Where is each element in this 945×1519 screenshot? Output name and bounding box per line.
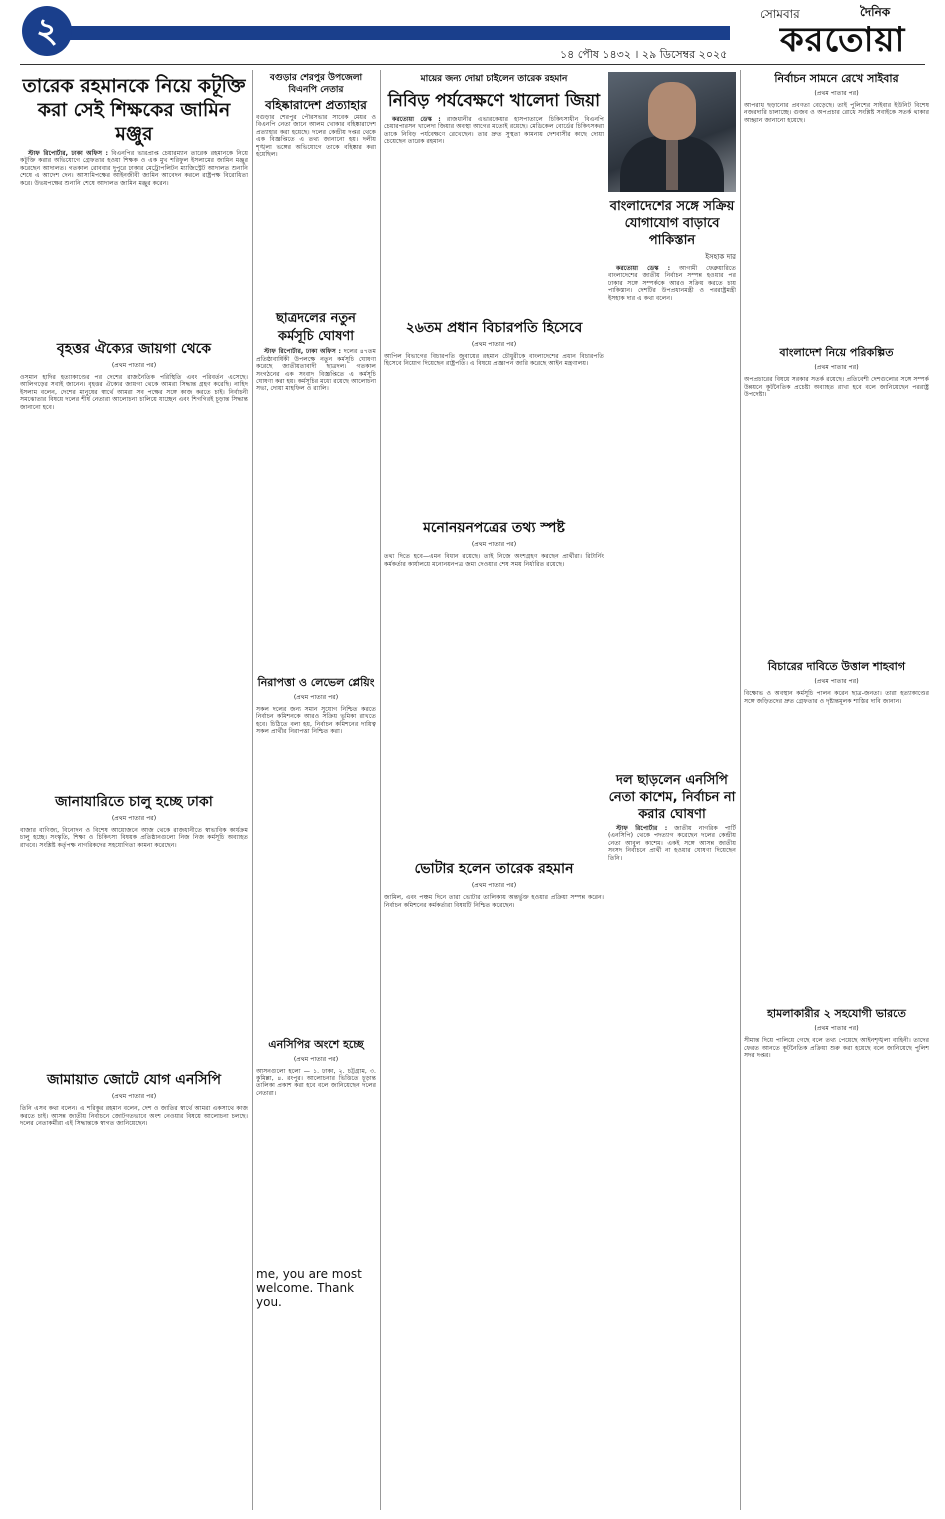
headline-pakistan: বাংলাদেশের সঙ্গে সক্রিয় যোগাযোগ বাড়াবে পাকিস্তান xyxy=(609,199,735,248)
story-justice: বিক্ষোভ ও অবস্থান কর্মসূচি পালন করেন ছাত্র-জনতা। তারা হত্যাকাণ্ডের সঙ্গে জড়িতদের দ্রুত গ্রেফতার ও দৃষ্টান্তমূলক শাস্তির দাবি জানান। xyxy=(744,690,929,705)
continuation: (প্রথম পাতার পর) xyxy=(814,90,859,97)
continuation: (প্রথম পাতার পর) xyxy=(293,1055,339,1063)
byline: স্টাফ রিপোর্টার, ঢাকা অফিস : xyxy=(28,150,108,157)
weekday: সোমবার xyxy=(760,7,800,21)
column-divider xyxy=(740,70,741,1510)
continuation: (প্রথম পাতার পর) xyxy=(814,364,859,372)
left-column xyxy=(20,70,248,1510)
headline-ncp-share: এনসিপির অংশে হচ্ছে xyxy=(268,1037,364,1051)
masthead xyxy=(0,0,945,64)
story-funeral: বাজার বাণিজ্য, বিনোদন ও বিশেষ আয়োজনে আজ থেকে রাজধানীতে স্বাভাবিক কার্যক্রম চালু হচ্ছে। সংস্কৃতি, শিক্ষা ও চিকিৎসা বিষয়ক প্রতিষ্ঠানগুলো নিজ নিজ কর্মসূচি অব্যাহত রাখবে। সংশ্লিষ্ট কর্তৃপক্ষ নাগরিকদের সহযোগিতা কামনা করেছেন। xyxy=(20,827,248,849)
story-bogura: বগুড়ার শেরপুর পৌরসভার সাবেক মেয়র ও বিএনপি নেতা জানে আলম খোকার বহিষ্কারাদেশ প্রত্যাহার করা হয়েছে। দলের কেন্দ্রীয় দপ্তর থেকে এক বিজ্ঞপ্তিতে এ তথ্য জানানো হয়। দলীয় শৃঙ্খলা ভঙ্গের অভিযোগে তাকে বহিষ্কার করা হয়েছিল। xyxy=(256,114,376,159)
newspaper-logo: করতোয়া xyxy=(780,20,906,60)
headline-tarek-teacher: তারেক রহমানকে নিয়ে কটূক্তি করা সেই শিক্ষকের জামিন মঞ্জুর xyxy=(22,75,246,145)
story-chief-justice: আপিল বিভাগের বিচারপতি জুবায়ের রহমান চৌধুরীকে বাংলাদেশের প্রধান বিচারপতি হিসেবে নিয়োগ দিয়েছেন রাষ্ট্রপতি। এ বিষয়ে প্রজ্ঞাপন জারি করেছে আইন মন্ত্রণালয়। xyxy=(384,352,604,368)
continuation: (প্রথম পাতার পর) xyxy=(111,362,157,370)
byline: স্টাফ রিপোর্টার : xyxy=(616,825,668,832)
story-ncp-share: আসনগুলো হলো — ১. ঢাকা, ২. চট্টগ্রাম, ৩. কুমিল্লা, ৪. রংপুর। আলোচনার ভিত্তিতে চূড়ান্ত তালিকা প্রকাশ করা হবে বলে জানিয়েছেন দলের নেতারা। xyxy=(256,1067,376,1097)
byline: স্টাফ রিপোর্টার, ঢাকা অফিস : xyxy=(264,348,342,356)
headline-attackers: হামলাকারীর ২ সহযোগী ভারতে xyxy=(767,1007,906,1021)
logo-top: দৈনিক xyxy=(860,5,891,19)
story-jamaat: তিনি এসব কথা বলেন। এ শরিকুর রহমান বলেন, দেশ ও জাতির স্বার্থে আমরা একসাথে কাজ করতে চাই। আসন্ন জাতীয় নির্বাচনে জোটগতভাবে অংশ নেওয়ার বিষয়ে আলোচনা চলছে। দলের নেতাকর্মীরা এই সিদ্ধান্তকে স্বাগত জানিয়েছেন। xyxy=(20,1105,248,1128)
story-khaleda xyxy=(384,116,604,146)
story-body: আগামী ফেব্রুয়ারিতে বাংলাদেশের জাতীয় নির্বাচন সম্পন্ন হওয়ার পর ঢাকার সঙ্গে সম্পর্ককে আরও সক্রিয় করতে চায় পাকিস্তান। দেশটির উপপ্রধানমন্ত্রী ও পররাষ্ট্রমন্ত্রী ইসহাক দার এ কথা বলেন। xyxy=(608,265,736,302)
story-nomination: তথ্য দিতে হবে—এমন বিধান রয়েছে। তাই নিজে অংশগ্রহণ করছেন প্রার্থীরা। রিটার্নিং কর্মকর্তার কার্যালয়ে মনোনয়নপত্র জমা দেওয়ার শেষ সময় নির্ধারিত রয়েছে। xyxy=(384,553,604,568)
story-security: সকল দলের জন্য সমান সুযোগ নিশ্চিত করতে নির্বাচন কমিশনকে আরও সক্রিয় ভূমিকা রাখতে হবে। চিঠিতে বলা হয়, নির্বাচন কমিশনের দায়িত্ব সকল প্রার্থীর নিরাপত্তা নিশ্চিত করা। xyxy=(256,705,376,736)
story-ncp-split xyxy=(608,825,736,862)
continuation: (প্রথম পাতার পর) xyxy=(471,882,517,890)
photo-tie xyxy=(666,140,678,190)
headline-bogura: বহিষ্কারাদেশ প্রত্যাহার xyxy=(265,98,367,112)
story-unity: ওসমান হাদির হত্যাকাণ্ডের পর দেশের রাজনৈতিক পরিস্থিতি এবং পরিবর্তন এসেছে। আলিগড়ের সবাই জানেন। বৃহত্তর ঐক্যের জায়গা থেকে আমরা সিদ্ধান্ত গ্রহণ করেছি। নাহিদ ইসলাম বলেন, দেশের মানুষের স্বার্থে আমরা সব পক্ষের সঙ্গে কাজ করতে চাই। নির্বাচনী সমঝোতার বিষয়ে দলের শীর্ষ নেতারা আলোচনা চালিয়ে যাচ্ছেন এবং শিগগিরই চূড়ান্ত সিদ্ধান্ত জানানো হবে। xyxy=(20,374,248,411)
story-saibar: আপরাধ ছড়ানোর প্রবণতা বেড়েছে। তাই পুলিশের সাইবার ইউনিট বিশেষ নজরদারি চালাচ্ছে। গুজব ও অপপ্রচার রোধে সংশ্লিষ্ট সবাইকে সতর্ক থাকার আহ্বান জানানো হয়েছে। xyxy=(744,102,929,124)
column-divider xyxy=(252,70,253,1510)
headline-saibar: নির্বাচন সামনে রেখে সাইবার xyxy=(774,72,899,85)
headline-unity: বৃহত্তর ঐক্যের জায়গা থেকে xyxy=(56,341,212,358)
headline-jamaat: জামায়াত জোটে যোগ এনসিপি xyxy=(46,1072,222,1089)
continuation: (প্রথম পাতার পর) xyxy=(814,678,859,686)
headline-nomination: মনোনয়নপত্রের তথ্য স্পষ্ট xyxy=(423,520,565,537)
masthead-bar xyxy=(64,26,730,40)
story-bd-situation: অপপ্রচারের বিষয়ে সরকার সতর্ক রয়েছে। প্রতিবেশী দেশগুলোর সঙ্গে সম্পর্ক উন্নয়নে কূটনৈতিক প্রচেষ্টা অব্যাহত রাখা হবে বলে জানিয়েছেন পররাষ্ট্র উপদেষ্টা। xyxy=(744,376,929,399)
story-body: বিএনপির ভারপ্রাপ্ত চেয়ারম্যান তারেক রহমানকে নিয়ে কটূক্তি করার অভিযোগে গ্রেফতার হওয়া শিক্ষক ও এক মুখ শরিফুল ইসলামের জামিন মঞ্জুর করেছেন আদালত। গতকাল রোববার দুপুরে ঢাকার মেট্রোপলিটন ম্যাজিস্ট্রেট আদালত শুনানি শেষে এ আদেশ দেন। আসামিপক্ষের আইনজীবী জামিন আবেদন করলে রাষ্ট্রপক্ষ বিরোধিতা করে। উভয়পক্ষের শুনানি শেষে আদালত জামিন মঞ্জুর করেন। xyxy=(20,150,248,187)
headline-tarek-voter: ভোটার হলেন তারেক রহমান xyxy=(414,861,574,878)
ncp-split-column xyxy=(608,770,736,1070)
page-number: ২ xyxy=(22,6,72,56)
headline-students: ছাত্রদলের নতুন কর্মসূচি ঘোষণা xyxy=(276,311,356,345)
headline-funeral: জানাযারিতে চালু হচ্ছে ঢাকা xyxy=(55,794,213,811)
story-pakistan xyxy=(608,265,736,302)
byline: করতোয়া ডেস্ক : xyxy=(616,265,671,272)
dateline: ১৪ পৌষ ১৪৩২ । ২৯ ডিসেম্বর ২০২৫ xyxy=(560,48,728,61)
pakistan-column xyxy=(608,196,736,796)
center-column xyxy=(384,70,604,1510)
continuation: (প্রথম পাতার পর) xyxy=(111,815,157,823)
english-quote: me, you are most welcome. Thank you. xyxy=(256,1267,362,1310)
ishaq-dar-photo xyxy=(608,72,736,192)
headline-bd-situation: বাংলাদেশ নিয়ে পরিকল্পিত xyxy=(779,346,894,360)
continuation: (প্রথম পাতার পর) xyxy=(471,541,517,549)
continuation: (প্রথম পাতার পর) xyxy=(293,693,339,701)
headline-chief-justice: ২৬তম প্রধান বিচারপতি হিসেবে xyxy=(405,319,583,336)
story-body: দলের ৪৭তম প্রতিষ্ঠাবার্ষিকী উপলক্ষে নতুন কর্মসূচি ঘোষণা করেছে জাতীয়তাবাদী ছাত্রদল। গতকাল সংগঠনের এক সংবাদ বিজ্ঞপ্তিতে এ কর্মসূচি ঘোষণা করা হয়। কর্মসূচির মধ্যে রয়েছে আলোচনা সভা, দোয়া মাহফিল ও র‌্যালি। xyxy=(256,348,376,393)
headline-justice: বিচারের দাবিতে উত্তাল শাহবাগ xyxy=(767,660,906,674)
author-name: ইসহাক দার xyxy=(705,253,736,261)
story-body: রাজধানীর এভারকেয়ার হাসপাতালে চিকিৎসাধীন বিএনপি চেয়ারপারসন খালেদা জিয়ার অবস্থা আগের মতোই রয়েছে। মেডিকেল বোর্ডের চিকিৎসকরা তাকে নিবিড় পর্যবেক্ষণে রেখেছেন। তার দ্রুত সুস্থতা কামনায় দেশবাসীর কাছে দোয়া চেয়েছেন তারেক রহমান। xyxy=(384,116,604,146)
story-attackers: সীমান্ত দিয়ে পালিয়ে গেছে বলে তথ্য পেয়েছে আইনশৃঙ্খলা বাহিনী। তাদের ফেরত আনতে কূটনৈতিক প্রক্রিয়া শুরু করা হয়েছে বলে জানিয়েছে পুলিশ সদর দপ্তর। xyxy=(744,1037,929,1060)
story-tarek-voter: জামিল, এবং পঞ্চম দিনে তারা ভোটার তালিকায় অন্তর্ভুক্ত হওয়ার প্রক্রিয়া সম্পন্ন করেন। নির্বাচন কমিশনের কর্মকর্তারা বিষয়টি নিশ্চিত করেছেন। xyxy=(384,894,604,909)
continuation: (প্রথম পাতার পর) xyxy=(471,340,517,348)
masthead-rule xyxy=(20,64,925,65)
continuation: (প্রথম পাতার পর) xyxy=(111,1093,157,1101)
headline-khaleda: নিবিড় পর্যবেক্ষণে খালেদা জিয়া xyxy=(387,91,601,111)
continuation: (প্রথম পাতার পর) xyxy=(814,1025,859,1033)
byline: করতোয়া ডেস্ক : xyxy=(392,116,441,123)
khaleda-kicker: মায়ের জন্য দোয়া চাইলেন তারেক রহমান xyxy=(420,74,568,84)
story-body: জাতীয় নাগরিক পার্টি (এনসিপি) থেকে পদত্যাগ করেছেন দলের কেন্দ্রীয় নেতা আবুল কাশেম। একই সঙ্গে আসন্ন জাতীয় সংসদ নির্বাচনে প্রার্থী না হওয়ার ঘোষণা দিয়েছেন তিনি। xyxy=(608,825,736,862)
story-tarek-teacher xyxy=(20,150,248,187)
bogura-kicker: বগুড়ার শেরপুর উপজেলা বিএনপি নেতার xyxy=(269,73,363,95)
story-students xyxy=(256,348,376,392)
right-column xyxy=(744,70,929,1510)
column-divider xyxy=(380,70,381,1510)
headline-ncp-split: দল ছাড়লেন এনসিপি নেতা কাশেম, নির্বাচন না করার ঘোষণা xyxy=(608,773,736,822)
photo-face xyxy=(648,82,696,140)
headline-security: নিরাপত্তা ও লেভেল প্লেয়িং xyxy=(257,675,375,689)
second-column xyxy=(256,70,376,1510)
